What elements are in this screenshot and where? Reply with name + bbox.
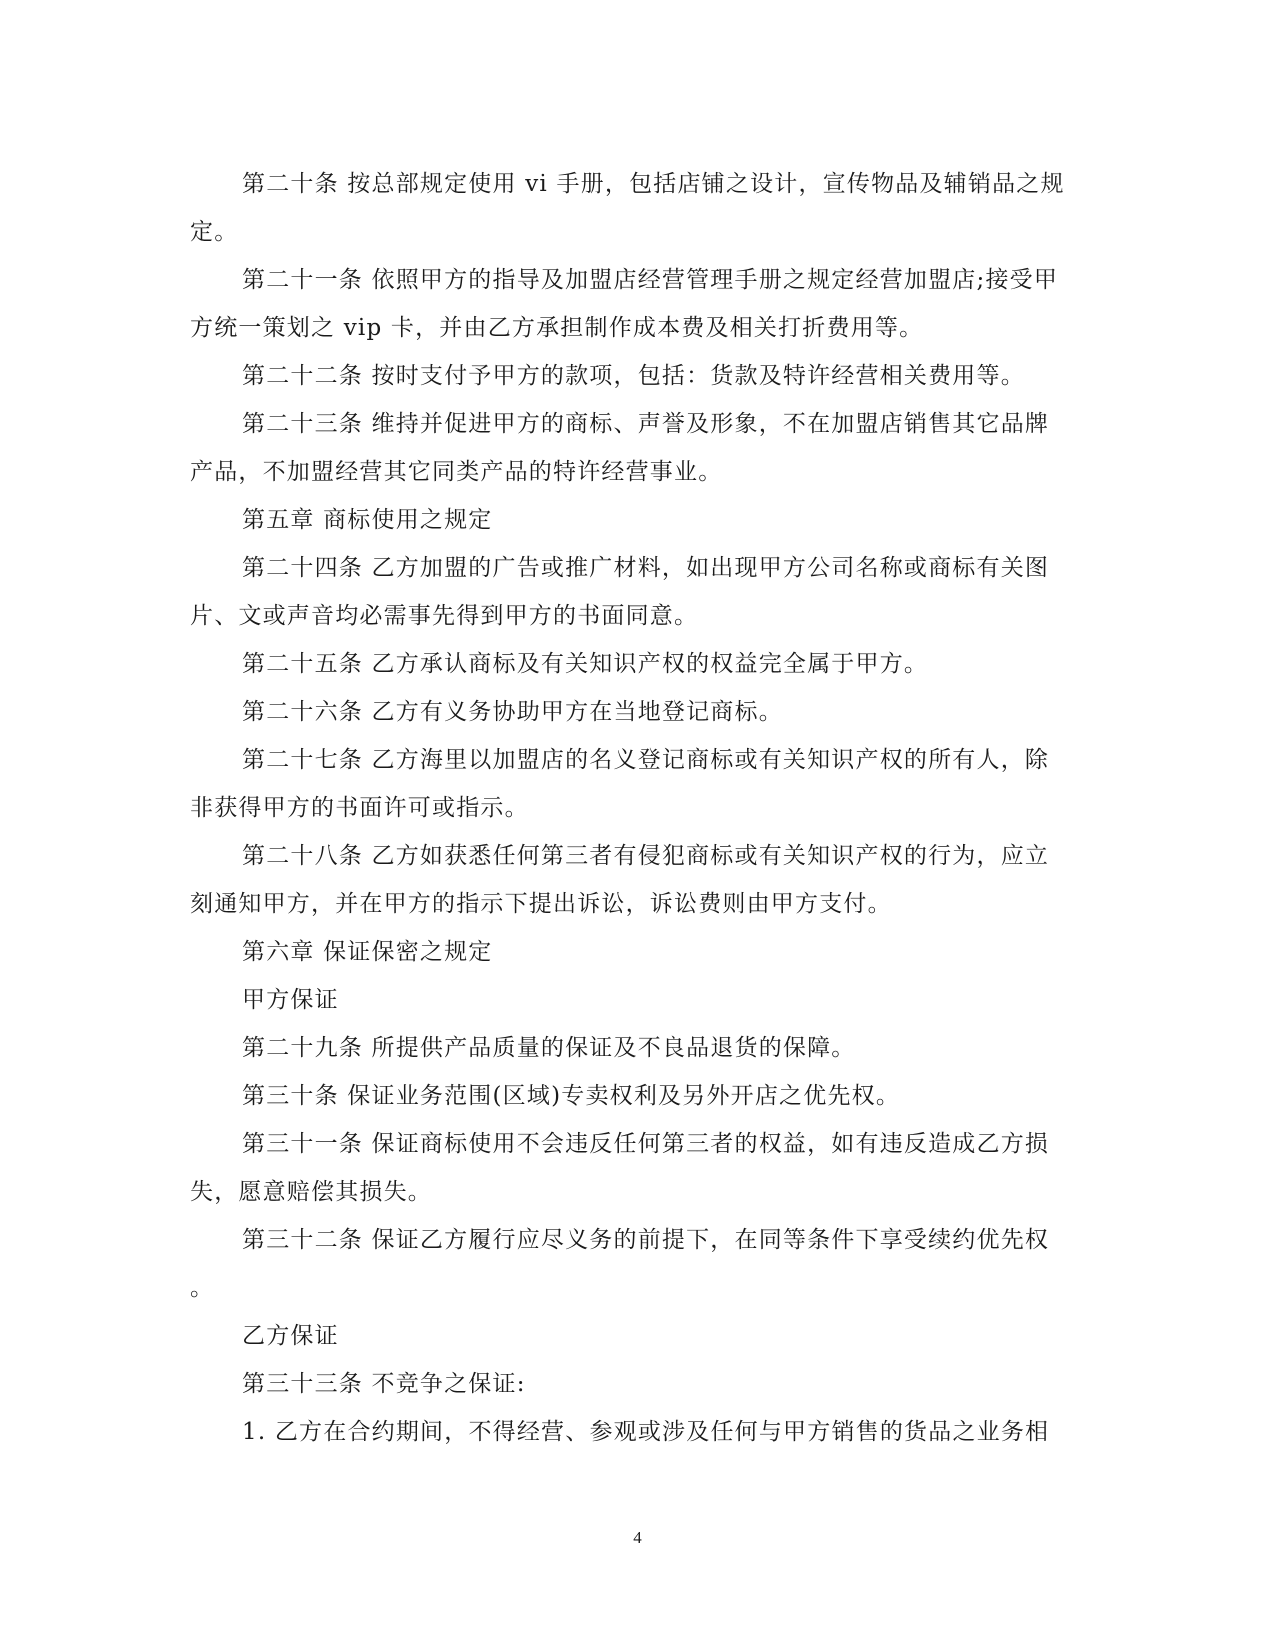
paragraph-article-31: 第三十一条 保证商标使用不会违反任何第三者的权益，如有违反造成乙方损失，愿意赔偿其损失。 [190, 1131, 1050, 1205]
chapter-heading-5: 第五章 商标使用之规定 [242, 507, 493, 533]
paragraph-article-28: 第二十八条 乙方如获悉任何第三者有侵犯商标或有关知识产权的行为，应立刻通知甲方，并在甲方的指示下提出诉讼，诉讼费则由甲方支付。 [190, 843, 1050, 917]
chapter-heading-6: 第六章 保证保密之规定 [242, 939, 493, 965]
paragraph-article-29: 第二十九条 所提供产品质量的保证及不良品退货的保障。 [242, 1035, 856, 1061]
paragraph-article-26: 第二十六条 乙方有义务协助甲方在当地登记商标。 [242, 699, 783, 725]
section-heading-party-b: 乙方保证 [242, 1323, 339, 1349]
list-item-1: 1. 乙方在合约期间，不得经营、参观或涉及任何与甲方销售的货品之业务相 [242, 1419, 1050, 1445]
paragraph-article-33: 第三十三条 不竞争之保证: [242, 1371, 526, 1397]
paragraph-article-21: 第二十一条 依照甲方的指导及加盟店经营管理手册之规定经营加盟店;接受甲方统一策划之 vip 卡，并由乙方承担制作成本费及相关打折费用等。 [190, 267, 1059, 341]
paragraph-article-20: 第二十条 按总部规定使用 vi 手册，包括店铺之设计，宣传物品及辅销品之规定。 [190, 171, 1065, 245]
paragraph-article-25: 第二十五条 乙方承认商标及有关知识产权的权益完全属于甲方。 [242, 651, 929, 677]
paragraph-article-32-tail: 。 [190, 1275, 215, 1301]
document-body [190, 160, 1070, 1456]
paragraph-article-32: 第三十二条 保证乙方履行应尽义务的前提下，在同等条件下享受续约优先权 [242, 1227, 1050, 1253]
paragraph-article-27: 第二十七条 乙方海里以加盟店的名义登记商标或有关知识产权的所有人，除非获得甲方的书面许可或指示。 [190, 747, 1050, 821]
paragraph-article-24: 第二十四条 乙方加盟的广告或推广材料，如出现甲方公司名称或商标有关图片、文或声音均必需事先得到甲方的书面同意。 [190, 555, 1050, 629]
section-heading-party-a: 甲方保证 [242, 987, 339, 1013]
paragraph-article-30: 第三十条 保证业务范围(区域)专卖权利及另外开店之优先权。 [242, 1083, 901, 1109]
paragraph-article-23: 第二十三条 维持并促进甲方的商标、声誉及形象，不在加盟店销售其它品牌产品，不加盟经营其它同类产品的特许经营事业。 [190, 411, 1050, 485]
page-number: 4 [633, 1528, 642, 1547]
paragraph-article-22: 第二十二条 按时支付予甲方的款项，包括：货款及特许经营相关费用等。 [242, 363, 1025, 389]
